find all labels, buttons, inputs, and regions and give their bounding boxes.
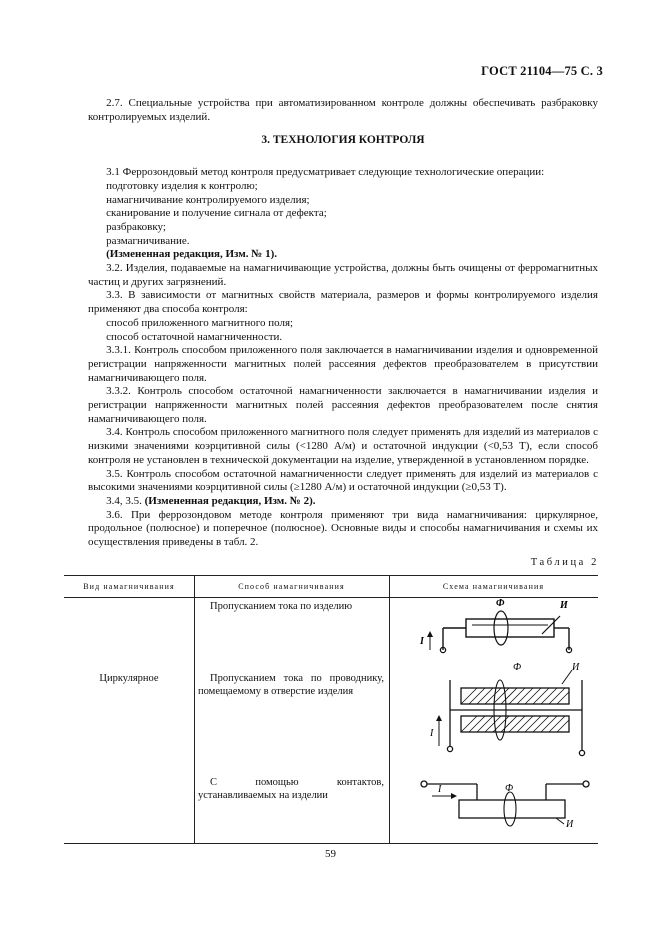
table-header-method: Способ намагничивания — [238, 582, 345, 591]
running-header: ГОСТ 21104—75 С. 3 — [481, 64, 603, 78]
label-part: И — [566, 819, 574, 830]
scheme-current-through-conductor — [414, 658, 594, 764]
table-divider — [194, 576, 195, 843]
label-flux: Ф — [513, 662, 522, 673]
paragraph-3-5: 3.5. Контроль способом остаточной намагниченности следует применять для изделий из материалов с высокими значениями коэрцитивной силы (≥1280 А/м) и остаточной индукции (≥0,53 Т). — [88, 467, 598, 494]
scheme-contacts-on-part — [414, 774, 594, 838]
label-current: I — [420, 636, 424, 647]
list-item: способ остаточной намагниченности. — [106, 330, 283, 343]
edit-note-1: (Измененная редакция, Изм. № 1). — [106, 248, 278, 261]
table-divider — [389, 576, 390, 843]
paragraph-3-6: 3.6. При феррозондовом методе контроля применяют три вида намагничивания: циркулярное, продольное (полюсное) и поперечное (полюсное). Основные виды и способы намагничивания и схемы их осуществления приведены в табл. 2. — [88, 508, 598, 549]
scheme-current-through-part — [414, 594, 594, 656]
page-number: 59 — [325, 848, 336, 860]
table-header-type: Вид намагничивания — [83, 582, 175, 591]
edit-note-2-text: (Измененная редакция, Изм. № 2). — [144, 494, 316, 507]
label-flux: Ф — [505, 783, 514, 794]
list-item: способ приложенного магнитного поля; — [106, 316, 294, 329]
list-item: намагничивание контролируемого изделия; — [106, 193, 310, 206]
document-body — [88, 97, 598, 550]
table-header-scheme: Схема намагничивания — [442, 582, 545, 591]
table-cell-method-2: Пропусканием тока по проводнику, помещаемому в отверстие изделия — [198, 673, 384, 697]
paragraph-3-2: 3.2. Изделия, подаваемые на намагничивающие устройства, должны быть очищены от ферромагнитных частиц и других загрязнений. — [88, 262, 598, 288]
paragraph-3-1: 3.1 Феррозондовый метод контроля предусматривает следующие технологические операции: — [106, 166, 545, 179]
table-cell-type: Циркулярное — [99, 673, 159, 684]
paragraph-3-3-2: 3.3.2. Контроль способом остаточной намагниченности заключается в намагничивании изделия и регистрации напряженности магнитных полей рассеяния дефектов преобразователем после снятия намагничивающего поля. — [88, 385, 598, 425]
edit-note-2-prefix: 3.4, 3.5. — [106, 494, 142, 507]
paragraph-3-3: 3.3. В зависимости от магнитных свойств материала, размеров и формы контролируемого изделия применяют два способа контроля: — [88, 289, 598, 316]
list-item: разбраковку; — [106, 220, 166, 233]
label-part: И — [572, 662, 580, 673]
label-current: I — [438, 784, 442, 795]
label-current: I — [430, 728, 434, 739]
list-item: размагничивание. — [106, 234, 190, 247]
label-part: И — [560, 600, 568, 611]
label-flux: Ф — [496, 598, 505, 609]
table-cell-method-1: Пропусканием тока по изделию — [210, 601, 353, 612]
table-caption: Таблица 2 — [530, 557, 599, 568]
edit-note-2 — [88, 495, 598, 509]
list-item: сканирование и получение сигнала от дефекта; — [106, 207, 327, 220]
paragraph-3-3-1: 3.3.1. Контроль способом приложенного поля заключается в намагничивании изделия и одновременной регистрации напряженности магнитных полей рассеяния дефектов преобразователем в присутствии намагничивающего поля. — [88, 344, 598, 384]
paragraph-2-7: 2.7. Специальные устройства при автоматизированном контроле должны обеспечивать разбраковку контролируемых изделий. — [88, 97, 598, 123]
section-title: 3. ТЕХНОЛОГИЯ КОНТРОЛЯ — [261, 134, 425, 147]
table-2 — [64, 575, 598, 844]
paragraph-3-4: 3.4. Контроль способом приложенного магнитного поля следует применять для изделий из материалов с низкими значениями коэрцитивной силы (<1280 А/м) и остаточной индукции (<0,53 Т), если способ контроля не установлен в технической документации на изделие, утвержденной в установленном порядке. — [88, 426, 598, 466]
table-cell-method-3: С помощью контактов, устанавливаемых на изделии — [198, 777, 384, 801]
list-item: подготовку изделия к контролю; — [106, 179, 258, 192]
